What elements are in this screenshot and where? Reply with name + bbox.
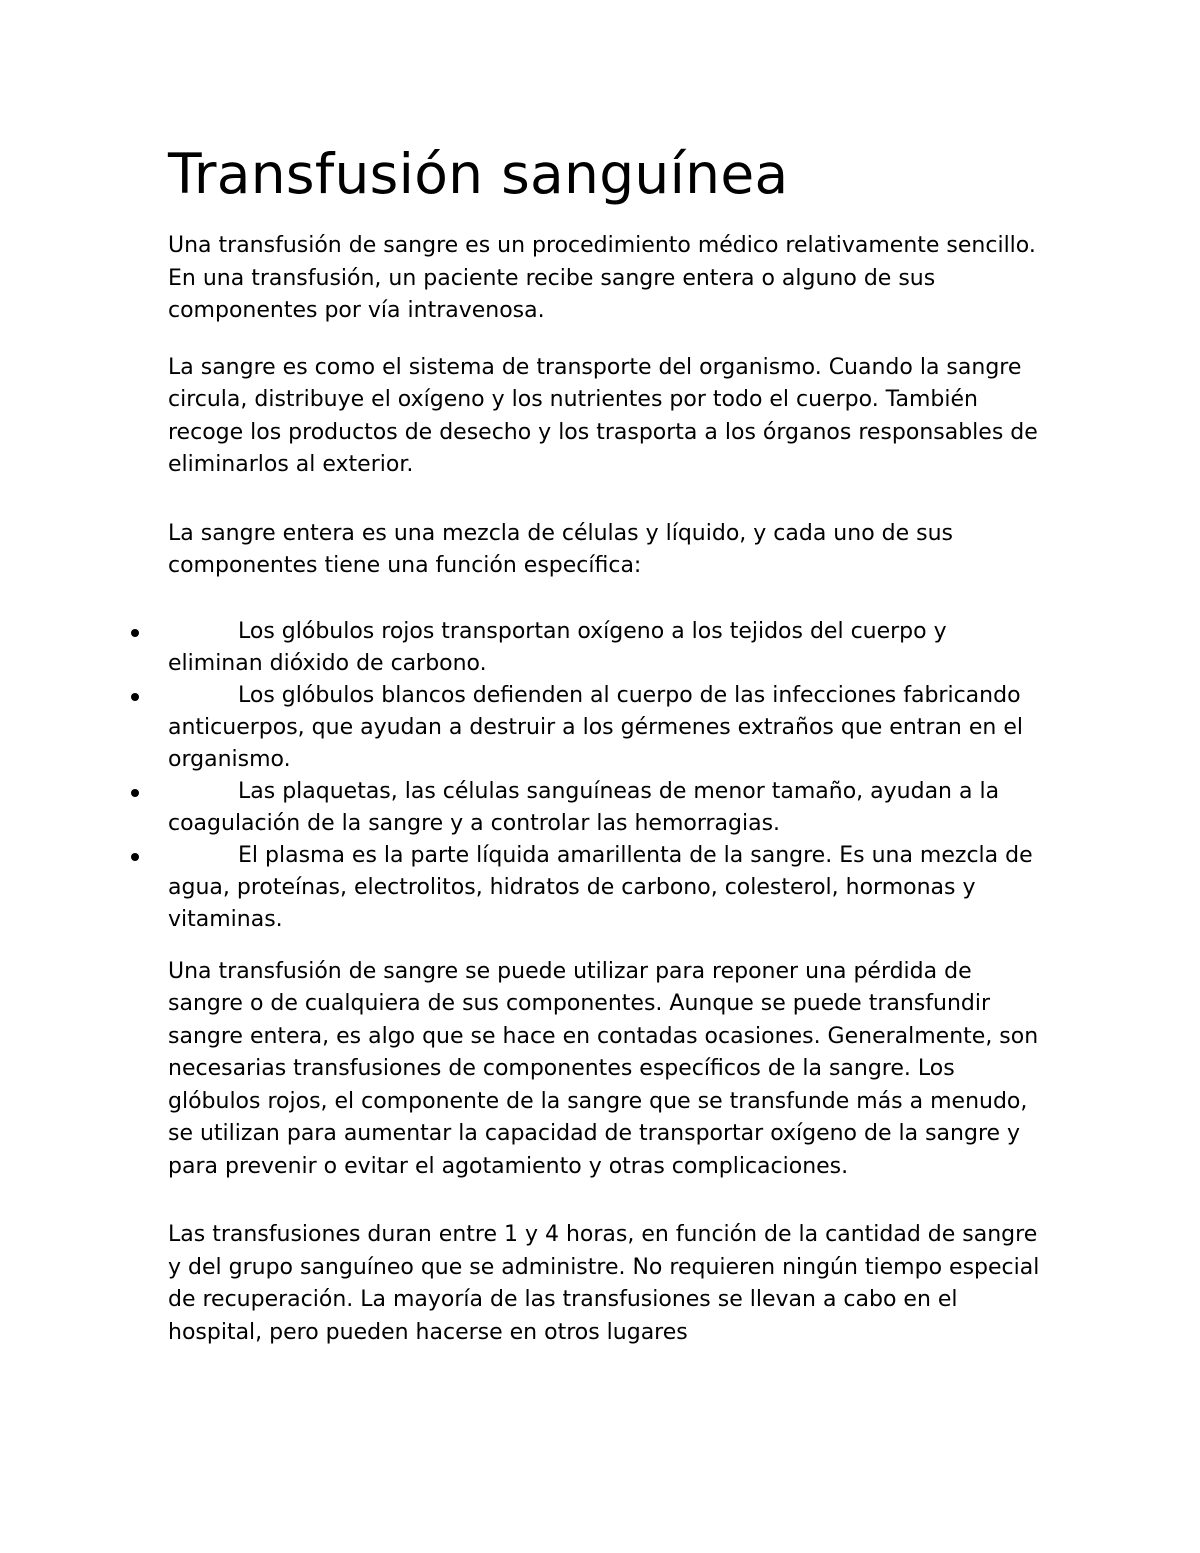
paragraph-components: La sangre entera es una mezcla de células y líquido, y cada uno de sus componentes tiene una función específica: (168, 520, 954, 578)
paragraph-usage: Una transfusión de sangre se puede utilizar para reponer una pérdida de sangre o de cualquiera de sus componentes. Aunque se puede transfundir sangre entera, es algo que se hace en contadas ocasiones. Generalmente, son necesarias transfusiones de componentes específicos de la sangre. Los glóbulos rojos, el componente de la sangre que se transfunde más a menudo, se utilizan para aumentar la capacidad de transportar oxígeno de la sangre y para prevenir o evitar el agotamiento y otras complicaciones. (168, 958, 1039, 1179)
paragraph-transport: La sangre es como el sistema de transporte del organismo. Cuando la sangre circula, distribuye el oxígeno y los nutrientes por todo el cuerpo. También recoge los productos de desecho y los trasporta a los órganos responsables de eliminarlos al exterior. (168, 354, 1038, 477)
bullet-icon (131, 693, 139, 701)
list-item-text: Las plaquetas, las células sanguíneas de menor tamaño, ayudan a la coagulación de la sangre y a controlar las hemorragias. (168, 778, 1000, 836)
bullet-icon (131, 789, 139, 797)
list-item (168, 776, 1048, 840)
bullet-icon (131, 853, 139, 861)
list-item (168, 840, 1048, 936)
list-item (168, 616, 1048, 680)
bullet-icon (131, 629, 139, 637)
document-title: Transfusión sanguínea (168, 142, 789, 206)
document-body (168, 140, 1048, 1349)
components-list (168, 616, 1048, 936)
list-item-text: Los glóbulos blancos defienden al cuerpo de las infecciones fabricando anticuerpos, que ayudan a destruir a los gérmenes extraños que entran en el organismo. (168, 682, 1023, 772)
paragraph-intro: Una transfusión de sangre es un procedimiento médico relativamente sencillo. En una transfusión, un paciente recibe sangre entera o alguno de sus componentes por vía intravenosa. (168, 233, 1036, 323)
list-item-text: Los glóbulos rojos transportan oxígeno a los tejidos del cuerpo y eliminan dióxido de carbono. (168, 618, 947, 676)
list-item (168, 680, 1048, 776)
paragraph-duration: Las transfusiones duran entre 1 y 4 horas, en función de la cantidad de sangre y del grupo sanguíneo que se administre. No requieren ningún tiempo especial de recuperación. La mayoría de las transfusiones se llevan a cabo en el hospital, pero pueden hacerse en otros lugares (168, 1222, 1040, 1345)
list-item-text: El plasma es la parte líquida amarillenta de la sangre. Es una mezcla de agua, proteínas, electrolitos, hidratos de carbono, colesterol, hormonas y vitaminas. (168, 842, 1033, 932)
